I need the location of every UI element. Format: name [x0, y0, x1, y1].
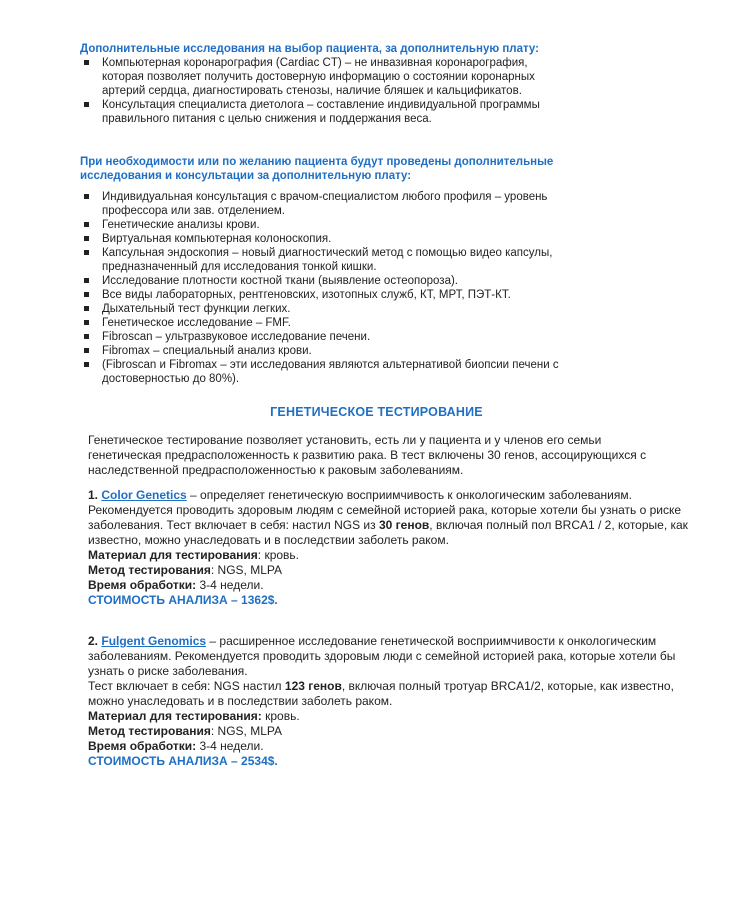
test-1-description — [88, 488, 688, 548]
list-item: Исследование плотности костной ткани (выявление остеопороза). — [80, 274, 580, 288]
time-value: 3-4 недели. — [196, 739, 264, 753]
material-value: кровь. — [261, 709, 300, 723]
section2-heading: При необходимости или по желанию пациента будут проведены дополнительные исследования и консультации за дополнительную плату: — [80, 156, 554, 182]
test-1-method — [88, 563, 688, 578]
material-value: : кровь. — [257, 548, 300, 562]
list-item: Индивидуальная консультация с врачом-специалистом любого профиля – уровень профессора или зав. отделением. — [80, 190, 580, 218]
test-1-block — [88, 488, 688, 608]
list-item: Fibroscan – ультразвуковое исследование печени. — [80, 330, 580, 344]
material-label: Материал для тестирования — [88, 548, 258, 562]
test-2-desc-part1: – расширенное исследование генетической восприимчивости к онкологическим заболеваниям. Рекомендуется проводить здоровым люди с семейной историей рака, которые хотели бы узнать о риске заболевания. — [88, 634, 676, 678]
test-2-time — [88, 739, 688, 754]
list-item: Компьютерная коронарография (Cardiac CT) – не инвазивная коронарография, которая позволяет получить достоверную информацию о состоянии коронарных артерий сердца, диагностировать стенозы, наличие бляшек и кальцификатов. — [80, 56, 550, 98]
test-1-desc-part2: , включая полный пол BRCA1 / 2, которые, как известно, можно унаследовать и в последствии заболеть раком. — [88, 518, 688, 547]
list-item: Генетические анализы крови. — [80, 218, 580, 232]
list-item: Fibromax – специальный анализ крови. — [80, 344, 580, 358]
list-item: Дыхательный тест функции легких. — [80, 302, 580, 316]
list-item: (Fibroscan и Fibromax – эти исследования являются альтернативой биопсии печени с достоверностью до 80%). — [80, 358, 580, 386]
method-label: Метод тестирования — [88, 724, 211, 738]
section1-list — [80, 56, 550, 126]
test-2-desc-part2: , включая полный тротуар BRCA1/2, которые, как известно, можно унаследовать и в последствии заболеть раком. — [88, 679, 674, 708]
list-item: Консультация специалиста диетолога – составление индивидуальной программы правильного питания с целью снижения и поддержания веса. — [80, 98, 550, 126]
test-2-block — [88, 634, 688, 769]
time-label: Время обработки: — [88, 578, 197, 592]
time-label: Время обработки: — [88, 739, 197, 753]
method-value: : NGS, MLPA — [210, 563, 282, 577]
test-1-material — [88, 548, 688, 563]
test-2-material — [88, 709, 688, 724]
test-1-number: 1. — [88, 488, 99, 502]
list-item: Все виды лабораторных, рентгеновских, изотопных служб, КТ, МРТ, ПЭТ-КТ. — [80, 288, 580, 302]
test-2-price: СТОИМОСТЬ АНАЛИЗА – 2534$. — [88, 754, 278, 768]
method-value: : NGS, MLPA — [210, 724, 282, 738]
test-2-desc-b1: Тест включает в себя: NGS настил — [88, 679, 285, 693]
test-2-description — [88, 634, 688, 679]
method-label: Метод тестирования — [88, 563, 211, 577]
list-item: Генетическое исследование – FMF. — [80, 316, 580, 330]
section1-heading: Дополнительные исследования на выбор пациента, за дополнительную плату: — [80, 43, 539, 55]
test-1-time — [88, 578, 688, 593]
list-item: Капсульная эндоскопия – новый диагностический метод с помощью видео капсулы, предназначенный для исследования тонкой кишки. — [80, 246, 580, 274]
time-value: 3-4 недели. — [196, 578, 264, 592]
fulgent-genomics-link[interactable]: Fulgent Genomics — [101, 634, 207, 648]
test-1-price: СТОИМОСТЬ АНАЛИЗА – 1362$. — [88, 593, 278, 607]
test-1-desc-part1: – определяет генетическую восприимчивость к онкологическим заболеваниям. Рекомендуется проводить здоровым людям с семейной историей рака, которые хотели бы узнать о риске заболевания. Тест включает в себя: настил NGS из — [88, 488, 682, 532]
test-2-description-b — [88, 679, 688, 709]
test-2-method — [88, 724, 688, 739]
color-genetics-link[interactable]: Color Genetics — [101, 488, 187, 502]
test-1-genes: 30 генов — [378, 518, 430, 532]
section2-list — [80, 190, 580, 386]
test-2-number: 2. — [88, 634, 99, 648]
list-item: Виртуальная компьютерная колоноскопия. — [80, 232, 580, 246]
genetic-title: ГЕНЕТИЧЕСКОЕ ТЕСТИРОВАНИЕ — [270, 405, 483, 419]
genetic-intro: Генетическое тестирование позволяет установить, есть ли у пациента и у членов его семьи генетическая предрасположенность к развитию рака. В тест включены 30 генов, ассоцирующихся с наследственной предрасположенностью к раковым заболеваниям. — [88, 433, 647, 477]
test-2-genes: 123 генов — [284, 679, 342, 693]
material-label: Материал для тестирования: — [88, 709, 262, 723]
